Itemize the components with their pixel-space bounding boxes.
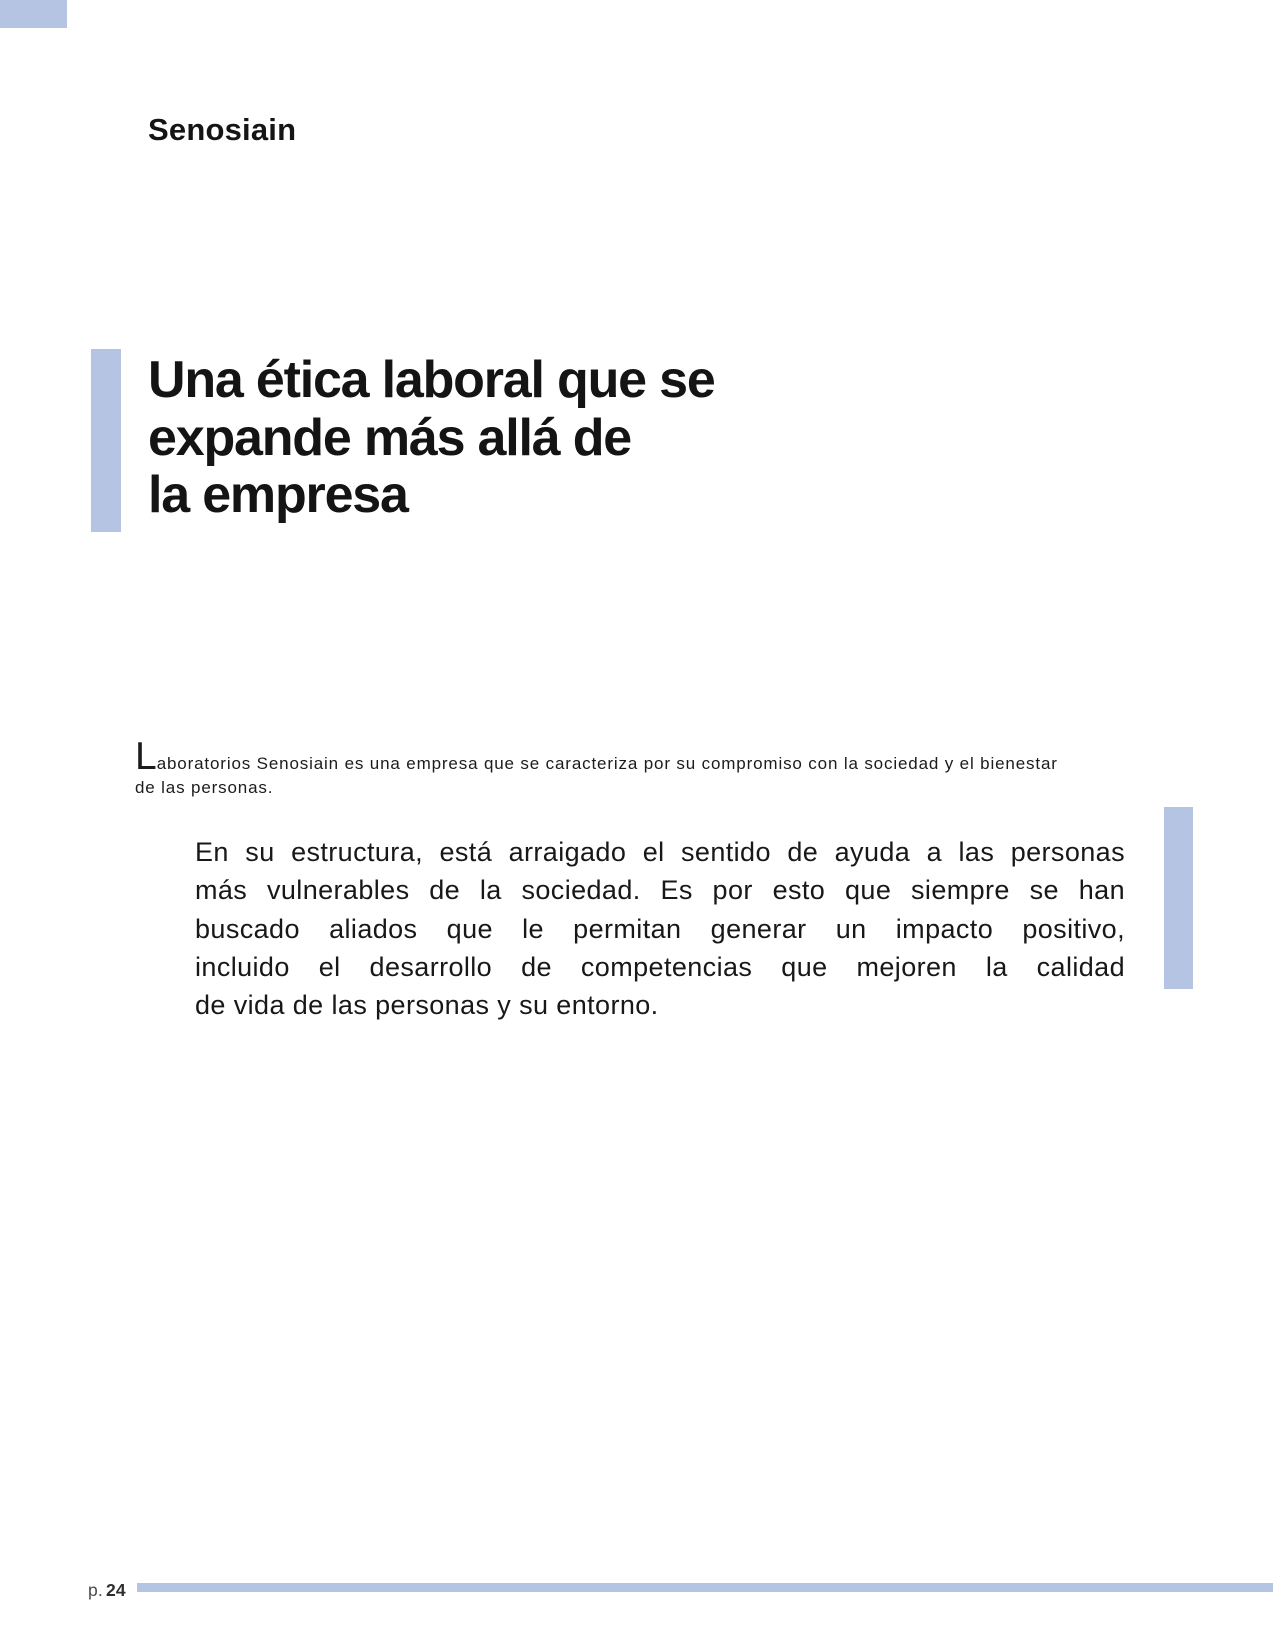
- title-line: expande más allá de: [148, 408, 632, 467]
- title-line: la empresa: [148, 466, 408, 524]
- right-accent-bar: [1164, 807, 1193, 989]
- body-line: buscado aliados que le permitan generar un impacto positivo,: [195, 913, 1125, 944]
- lead-line: [135, 735, 1155, 778]
- page-number-prefix: p.: [88, 1580, 103, 1600]
- body-line: En su estructura, está arraigado el sentido de ayuda a las personas: [195, 837, 1125, 867]
- body-line: de vida de las personas y su entorno.: [195, 990, 659, 1021]
- body-line: más vulnerables de la sociedad. Es por esto que siempre se han: [195, 875, 1125, 906]
- title-accent-bar: [91, 349, 121, 532]
- lead-line: de las personas.: [135, 778, 274, 797]
- page-number-label: [88, 1580, 126, 1601]
- body-paragraph: [195, 833, 1125, 1024]
- body-line: incluido el desarrollo de competencias que mejoren la calidad: [195, 951, 1125, 982]
- page-number-value: 24: [106, 1580, 126, 1600]
- brand-header: Senosiain: [148, 112, 297, 147]
- drop-cap-initial: L: [135, 735, 157, 778]
- footer-accent-bar: [137, 1583, 1273, 1592]
- lead-line-text: aboratorios Senosiain es una empresa que se caracteriza por su compromiso con la sociedad y el bienestar: [156, 754, 1058, 773]
- lead-paragraph: [135, 735, 1155, 800]
- top-left-accent-rect: [0, 0, 67, 28]
- page-title: [148, 352, 715, 525]
- title-line: Una ética laboral que se: [148, 351, 715, 409]
